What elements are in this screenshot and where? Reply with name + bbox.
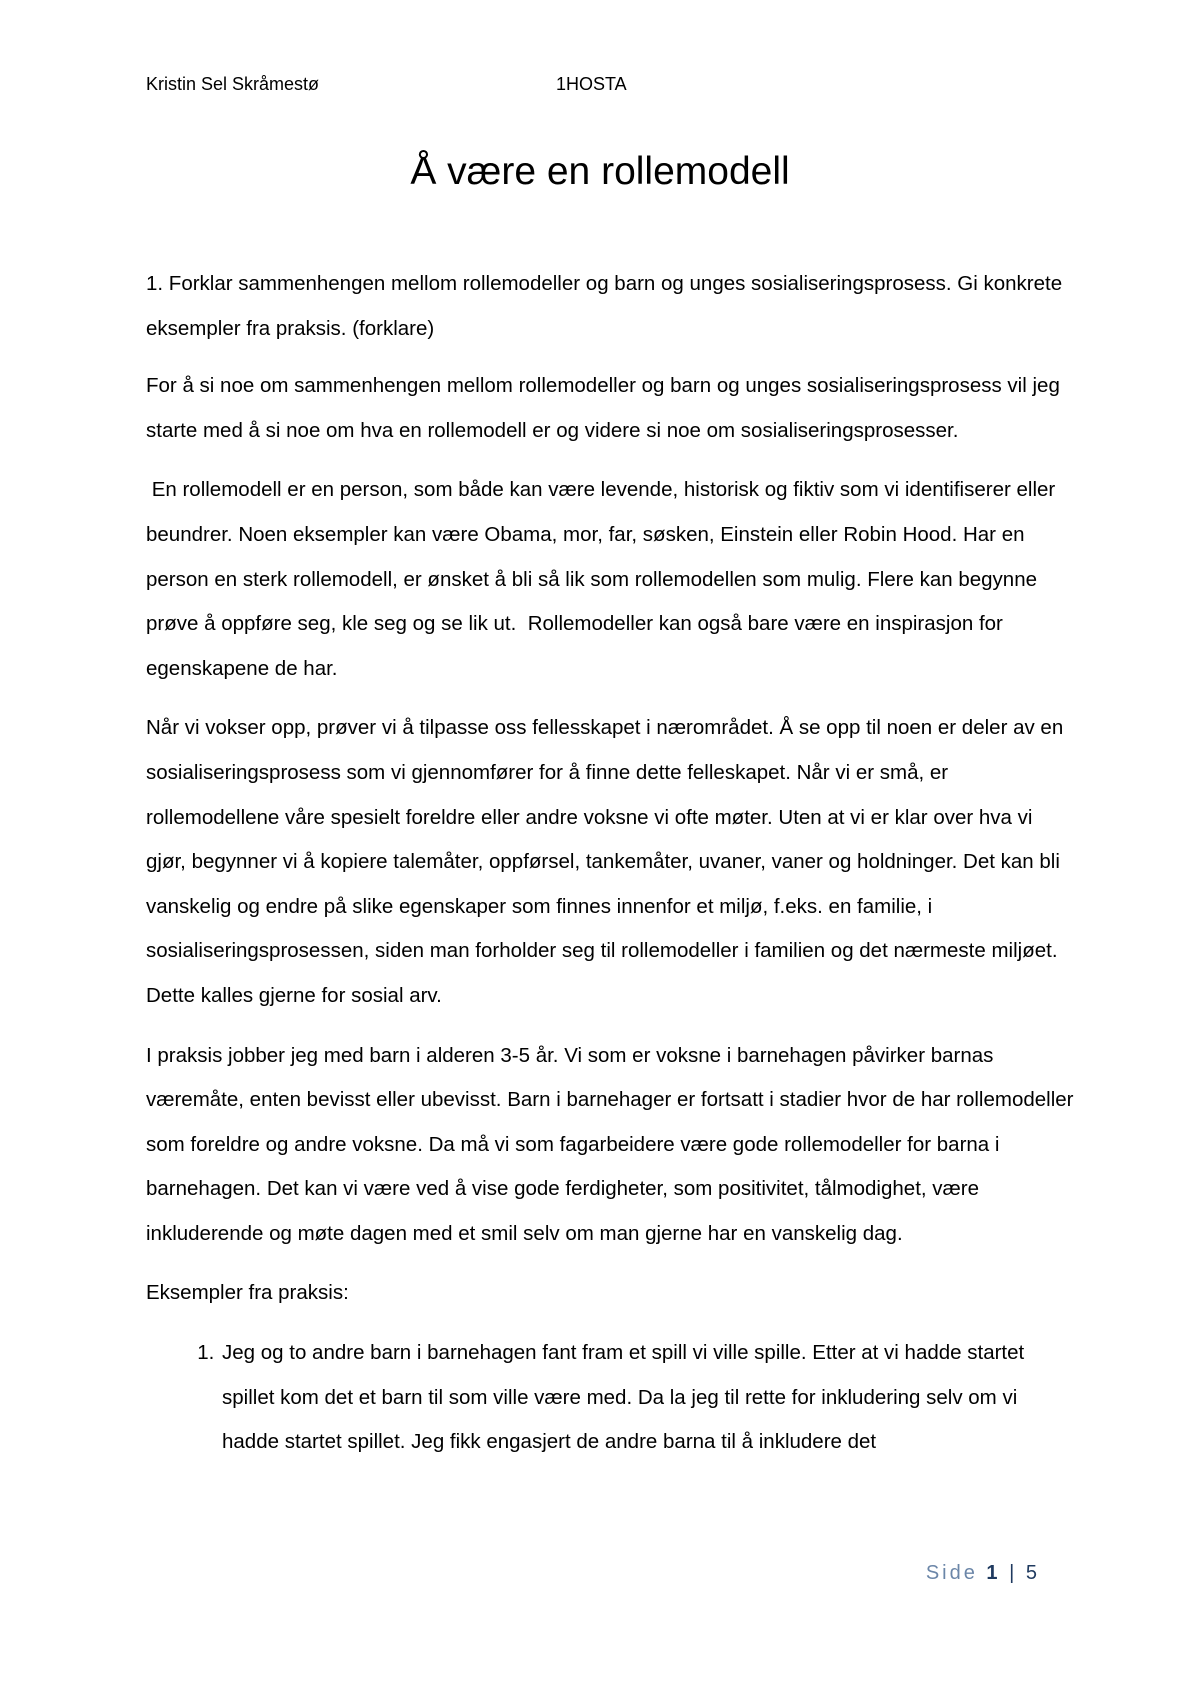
question-text: 1. Forklar sammenhengen mellom rollemodeller og barn og unges sosialiseringsprosess. Gi konkrete eksempler fra praksis. (forklare) [146,272,1063,340]
class-code: 1HOSTA [556,74,627,94]
author-name: Kristin Sel Skråmestø [146,74,320,94]
paragraph-sosialisering: Når vi vokser opp, prøver vi å tilpasse oss fellesskapet i nærområdet. Å se opp til noen er deler av en sosialiseringsprosess som vi gjennomfører for å finne dette felleskapet. Når vi er små, er rollemodellene våre spesielt foreldre eller andre voksne vi ofte møter. Uten at vi er klar over hva vi gjør, begynner vi å kopiere talemåter, oppførsel, tankemåter, uvaner, vaner og holdninger. Det kan bli vanskelig og endre på slike egenskaper som finnes innenfor et miljø, f.eks. en familie, i sosialiseringsprosessen, siden man forholder seg til rollemodeller i familien og det nærmeste miljøet. Dette kalles gjerne for sosial arv. [146,716,1064,1007]
examples-heading: Eksempler fra praksis: [146,1281,349,1305]
paragraph-intro: For å si noe om sammenhengen mellom rollemodeller og barn og unges sosialiseringsprosess vil jeg starte med å si noe om hva en rollemodell er og videre si noe om sosialiseringsprosesser. [146,374,1060,442]
footer-side-label: Side [925,1562,978,1584]
paragraph-praksis: I praksis jobber jeg med barn i alderen 3-5 år. Vi som er voksne i barnehagen påvirker barnas væremåte, enten bevisst eller ubevisst. Barn i barnehager er fortsatt i stadier hvor de har rollemodeller som foreldre og andre voksne. Da må vi som fagarbeidere være gode rollemodeller for barna i barnehagen. Det kan vi være ved å vise gode ferdigheter, som positivitet, tålmodighet, være inkluderende og møte dagen med et smil selv om man gjerne har en vanskelig dag. [146,1043,1074,1245]
document-body [146,262,1076,1465]
page-header [146,74,1066,100]
footer-page-number: 1 [986,1562,1001,1584]
footer-separator: | [1009,1562,1018,1584]
page-footer [926,1562,1040,1585]
paragraph-rollemodell: En rollemodell er en person, som både kan være levende, historisk og fiktiv som vi identifiserer eller beundrer. Noen eksempler kan være Obama, mor, far, søsken, Einstein eller Robin Hood. Har en person en sterk rollemodell, er ønsket å bli så lik som rollemodellen som mulig. Flere kan begynne prøve å oppføre seg, kle seg og se lik ut. Rollemodeller kan også bare være en inspirasjon for egenskapene de har. [146,478,1061,680]
list-item: 1. Jeg og to andre barn i barnehagen fant fram et spill vi ville spille. Etter at vi hadde startet spillet kom det et barn til som ville være med. Da la jeg til rette for inkludering selv om vi hadde startet spillet. Jeg fikk engasjert de andre barna til å inkludere det [220,1331,1076,1465]
document-title: Å være en rollemodell [410,150,790,193]
examples-list [146,1331,1076,1465]
footer-total-pages: 5 [1025,1562,1040,1584]
